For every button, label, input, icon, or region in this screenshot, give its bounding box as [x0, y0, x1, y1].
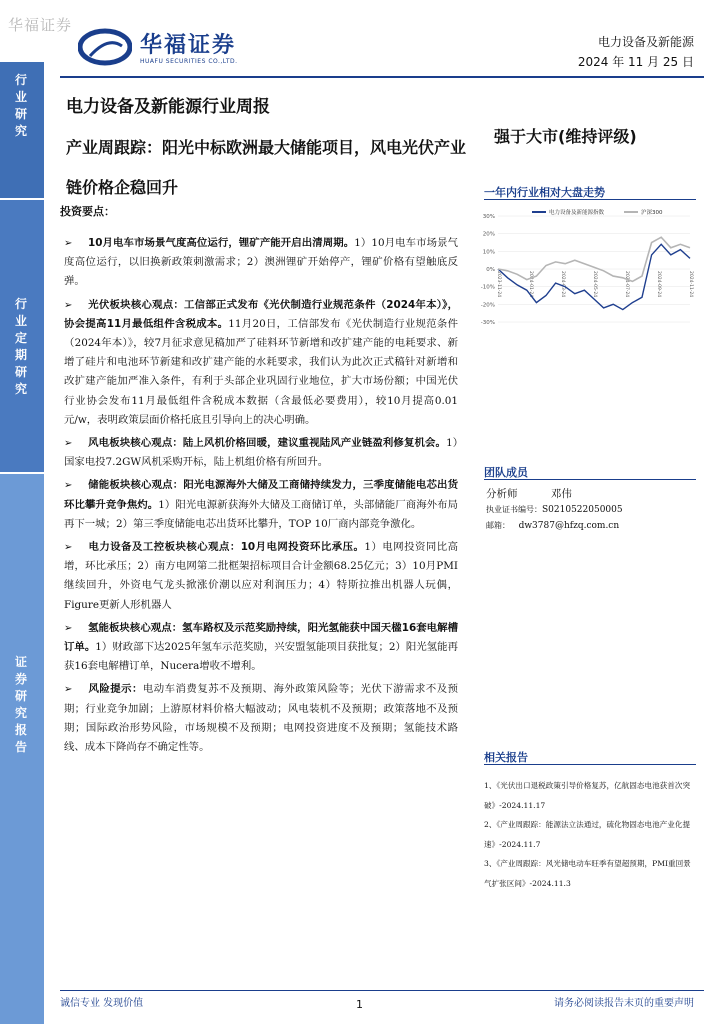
point-text: 1）财政部下达2025年氢车示范奖励，兴安盟氢能项目获批复；2）阳光氢能再获16套电解槽订单，Nucera增收不增利。: [64, 641, 458, 673]
y-tick-label: 30%: [482, 214, 495, 220]
x-tick-label: 2024-03-24: [560, 271, 565, 298]
point-item: [64, 434, 458, 472]
point-item: [64, 296, 458, 430]
related-report-item[interactable]: 2、《产业周跟踪：能源法立法通过，硫化物固态电池产业化提速》-2024.11.7: [484, 820, 691, 849]
company-logo: [78, 26, 258, 72]
x-tick-label: 2024-11-24: [688, 271, 693, 298]
point-bold: 风险提示：: [88, 683, 143, 696]
email-row: [486, 518, 696, 534]
point-text: 电动车消费复苏不及预期、海外政策风险等；光伏下游需求不及预期；行业竞争加剧；上游原材料价格大幅波动；风电装机不及预期；政策落地不及预期；国际政治形势风险，市场规模不及预期；电网投资进度不及预期；氢能技术路线、成本下降尚存不确定性等。: [64, 683, 458, 754]
analyst-role: 分析师: [486, 488, 518, 500]
license-number: S0210522050005: [542, 505, 623, 515]
point-item: [64, 538, 458, 615]
watermark: 华福证券: [8, 16, 73, 34]
arrow-bullet-icon: ➢: [64, 542, 73, 554]
email-label: 邮箱：: [486, 521, 510, 530]
header-date: 2024 年 11 月 25 日: [577, 55, 694, 69]
arrow-bullet-icon: ➢: [64, 480, 73, 492]
footer-slogan: 诚信专业 发现价值: [60, 998, 144, 1009]
point-text: 1）10月电车市场景气度高位运行，以旧换新政策刺激需求；2）澳洲锂矿开始停产，锂矿价格有望触底反弹。: [64, 237, 458, 288]
team-divider: [484, 479, 696, 480]
arrow-bullet-icon: ➢: [64, 238, 73, 249]
license-label: 执业证书编号：: [486, 505, 542, 514]
header-meta: [578, 32, 694, 72]
y-tick-label: 10%: [482, 249, 495, 256]
arrow-bullet-icon: ➢: [64, 299, 73, 311]
point-bold: 风电板块核心观点：陆上风机价格回暖，建议重视陆风产业链盈利修复机会。: [88, 437, 447, 450]
y-tick-label: 0%: [486, 267, 495, 273]
report-title: 电力设备及新能源行业周报: [66, 97, 270, 117]
analyst-name: 邓伟: [550, 488, 572, 500]
y-tick-label: 20%: [482, 231, 495, 238]
x-tick-label: 2024-05-24: [592, 271, 597, 298]
related-reports-heading: 相关报告: [484, 751, 528, 764]
sidebar-label-periodic: 行业定期研究: [15, 297, 28, 396]
point-bold: 氢能板块核心观点：氢车路权及示范奖励持续，阳光氢能获中国天楹16套电解槽订单。: [64, 621, 458, 654]
sidebar-block-research: [0, 62, 44, 198]
sidebar: [0, 62, 44, 1024]
sidebar-label-research: 行业研究: [15, 73, 28, 138]
header-divider: [60, 76, 704, 78]
analyst-row: [486, 486, 696, 502]
related-report-item[interactable]: 3、《产业周跟踪：风光储电动车旺季有望超预期，PMI重回景气扩张区间》-2024.11.3: [484, 859, 691, 888]
sidebar-block-periodic: [0, 200, 44, 472]
y-tick-label: -20%: [480, 302, 495, 309]
point-bold: 10月电车市场景气度高位运行，锂矿产能开启出清周期。: [88, 237, 355, 249]
team-heading: 团队成员: [484, 466, 528, 479]
x-tick-label: 2023-11-24: [496, 271, 501, 298]
related-report-item[interactable]: 1、《光伏出口退税政策引导价格复苏，亿航固态电池获首次突破》-2024.11.17: [484, 781, 691, 810]
x-tick-label: 2024-01-24: [528, 271, 533, 298]
chart-title: 一年内行业相对大盘走势: [484, 186, 605, 199]
x-tick-label: 2024-09-24: [656, 271, 661, 298]
team-members: [486, 486, 696, 534]
y-tick-label: -10%: [480, 284, 495, 291]
legend-label: 沪深300: [641, 210, 663, 216]
section-heading: 投资要点：: [60, 205, 115, 218]
logo-name-en: HUAFU SECURITIES CO.,LTD.: [140, 58, 238, 65]
legend-label: 电力设备及新能源指数: [549, 210, 605, 216]
y-tick-label: -30%: [480, 320, 495, 326]
point-item: [64, 619, 458, 677]
point-text: 1）阳光电源新获海外大储及工商储订单，头部储能厂商海外布局再下一城；2）第三季度储能电芯出货环比攀升，TOP 10厂商内部竞争激化。: [64, 498, 459, 530]
page-number: 1: [356, 998, 363, 1011]
license-row: [486, 502, 696, 518]
email-link[interactable]: dw3787@hfzq.com.cn: [518, 521, 620, 531]
point-text: 1）国家电投7.2GW风机采购开标，陆上机组价格有所回升。: [64, 437, 459, 469]
related-reports-divider: [484, 764, 696, 765]
arrow-bullet-icon: ➢: [64, 684, 73, 696]
point-text: 11月20日，工信部发布《光伏制造行业规范条件（2024年本）》，较7月征求意见稿加严了硅料环节新增和改扩建产能的电耗要求、新增了硅片和电池环节新建和改扩建产能的水耗要求，我们认为此次正式稿针对新增和改扩建产能加严准入条件，有利于头部企业巩固行业地位，扩大市场份额；中国光伏行业协会发布11月最低组件含税成本数据（含最低必要费用），较10月提高0.01元/w，表明政策层面价格托底且引导向上的决心明确。: [64, 317, 458, 426]
sidebar-block-report: [0, 474, 44, 1024]
report-subtitle: 产业周跟踪：阳光中标欧洲最大储能项目，风电光伏产业链价格企稳回升: [66, 138, 467, 197]
chart-title-divider: [484, 199, 696, 200]
rating: 强于大市(维持评级): [494, 127, 637, 146]
related-reports: [484, 776, 696, 893]
header-industry: 电力设备及新能源: [597, 35, 694, 49]
arrow-bullet-icon: ➢: [64, 622, 73, 634]
logo-name-cn: 华福证券: [140, 33, 237, 58]
point-bold: 储能板块核心观点：阳光电源海外大储及工商储持续发力，三季度储能电芯出货环比攀升竞争焦灼。: [64, 479, 458, 511]
footer-divider: [60, 990, 704, 991]
point-text: 1）电网投资同比高增，环比承压；2）南方电网第二批框架招标项目合计金额68.25亿元；3）10月PMI继续回升，外资电气龙头掀涨价潮以应对利润压力；4）特斯拉推出机器人玩偶，Figure更新人形机器人: [64, 541, 458, 611]
x-tick-label: 2024-07-24: [624, 271, 629, 298]
point-bold: 光伏板块核心观点：工信部正式发布《光伏制造行业规范条件（2024年本）》，协会提高11月最低组件含税成本。: [64, 298, 458, 330]
arrow-bullet-icon: ➢: [64, 438, 73, 450]
logo-swirl-icon: [78, 28, 132, 66]
point-bold: 电力设备及工控板块核心观点：10月电网投资环比承压。: [88, 541, 365, 554]
point-item: [64, 680, 458, 757]
point-item: [64, 476, 458, 534]
investment-points: [64, 234, 458, 757]
sidebar-label-report: 证券研究报告: [15, 655, 28, 754]
relative-performance-chart: [476, 206, 698, 332]
point-item: [64, 234, 458, 292]
footer-disclaimer: 请务必阅读报告末页的重要声明: [554, 998, 694, 1009]
